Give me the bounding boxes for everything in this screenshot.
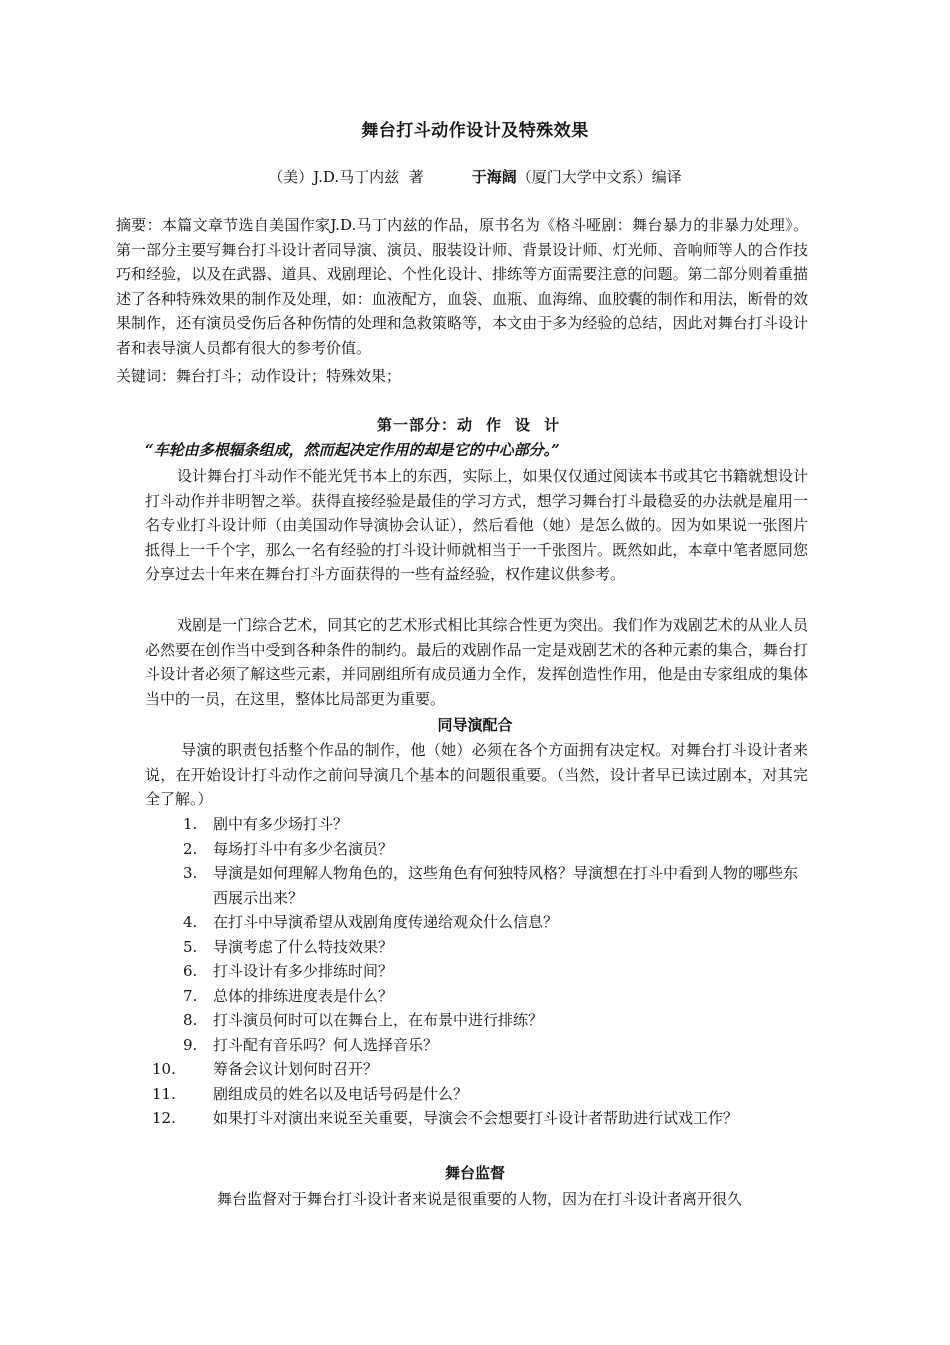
list-item-number: 5. [183, 937, 198, 956]
list-item-number: 3. [183, 864, 198, 882]
list-item: 10. 筹备会议计划何时召开？ [152, 1060, 379, 1078]
list-item-number: 7. [183, 986, 198, 1005]
document-title: 舞台打斗动作设计及特殊效果 [361, 121, 589, 141]
director-section-intro: 导演的职责包括整个作品的制作，他（她）必须在各个方面拥有决定权。对舞台打斗设计者来说，在开始设计打斗动作之前问导演几个基本的问题很重要。（当然，设计者早已读过剧本，对其完全了解。） [145, 741, 808, 808]
stage-manager-heading: 舞台监督 [444, 1164, 505, 1182]
translator-name: 于海阔 [471, 168, 517, 186]
abstract: 摘要：本篇文章节选自美国作家J.D.马丁内兹的作品，原书名为《格斗哑剧：舞台暴力的非暴力处理》。第一部分主要写舞台打斗设计者同导演、演员、服装设计师、背景设计师、灯光师、音响师等人的合作技巧和经验，以及在武器、道具、戏剧理论、个性化设计、排练等方面需要注意的问题。第二部分则着重描述了各种特殊效果的制作及处理，如：血液配方，血袋、血瓶、血海绵、血胶囊的制作和用法，断骨的效果制作，还有演员受伤后各种伤情的处理和急救策略等，本文由于多为经验的总结，因此对舞台打斗设计者和表导演人员都有很大的参考价值。 [116, 216, 808, 357]
epigraph-quote: “车轮由多根辐条组成，然而起决定作用的却是它的中心部分。” [145, 441, 560, 459]
director-section-heading: 同导演配合 [437, 716, 513, 734]
stage-manager-intro: 舞台监督对于舞台打斗设计者来说是很重要的人物，因为在打斗设计者离开很久 [217, 1190, 743, 1208]
keywords: 关键词：舞台打斗；动作设计；特殊效果； [116, 367, 402, 385]
list-item-text: 打斗配有音乐吗？何人选择音乐？ [213, 1035, 439, 1054]
translator-affiliation: （厦门大学中文系）编译 [516, 168, 682, 186]
list-item-text: 如果打斗对演出来说至关重要，导演会不会想要打斗设计者帮助进行试戏工作？ [213, 1109, 739, 1127]
part1-heading-main: 动作设计 [457, 416, 574, 434]
list-item [145, 984, 808, 1009]
list-item [145, 959, 808, 984]
list-item-text: 导演考虑了什么特技效果？ [213, 937, 394, 956]
paragraph-1: 设计舞台打斗动作不能光凭书本上的东西，实际上，如果仅仅通过阅读本书或其它书籍就想设计打斗动作并非明智之举。获得直接经验是最佳的学习方式，想学习舞台打斗最稳妥的办法就是雇用一名专业打斗设计师（由美国动作导演协会认证），然后看他（她）是怎么做的。因为如果说一张图片抵得上一千个字，那么一名有经验的打斗设计师就相当于一千张图片。既然如此，本章中笔者愿同您分享过去十年来在舞台打斗方面获得的一些有益经验，权作建议供参考。 [145, 467, 808, 583]
list-item-text: 每场打斗中有多少名演员？ [213, 839, 394, 858]
byline [0, 166, 950, 187]
list-item-number: 2. [183, 839, 198, 858]
part1-heading-prefix: 第一部分： [376, 416, 457, 434]
list-item-text: 在打斗中导演希望从戏剧角度传递给观众什么信息？ [213, 913, 559, 931]
list-item-number: 1. [183, 815, 198, 833]
author-credit: （美）J.D.马丁内兹 著 [268, 168, 424, 186]
list-item [145, 812, 808, 837]
list-item [145, 861, 808, 910]
list-item-number: 4. [183, 913, 198, 931]
list-item: 12. 如果打斗对演出来说至关重要，导演会不会想要打斗设计者帮助进行试戏工作？ [152, 1109, 739, 1127]
list-item-number: 8. [183, 1011, 198, 1029]
part1-heading [0, 414, 950, 435]
list-item-text: 剧组成员的姓名以及电话号码是什么？ [213, 1084, 469, 1103]
director-questions-list [145, 812, 808, 1131]
list-item-number: 6. [183, 962, 198, 980]
list-item-text: 剧中有多少场打斗？ [213, 815, 349, 833]
list-item-text: 导演是如何理解人物角色的，这些角色有何独特风格？导演想在打斗中看到人物的哪些东西展示出来？ [213, 864, 799, 907]
list-item [145, 1008, 808, 1033]
list-item [145, 935, 808, 960]
list-item [145, 1033, 808, 1058]
list-item-text: 打斗设计有多少排练时间？ [213, 962, 394, 980]
list-item-text: 总体的排练进度表是什么？ [213, 986, 394, 1005]
list-item: 11. 剧组成员的姓名以及电话号码是什么？ [152, 1084, 469, 1103]
list-item-text: 筹备会议计划何时召开？ [213, 1060, 379, 1078]
list-item-number: 9. [183, 1035, 198, 1054]
list-item [145, 910, 808, 935]
paragraph-2: 戏剧是一门综合艺术，同其它的艺术形式相比其综合性更为突出。我们作为戏剧艺术的从业人员必然要在创作当中受到各种条件的制约。最后的戏剧作品一定是戏剧艺术的各种元素的集合，舞台打斗设计者必须了解这些元素，并同剧组所有成员通力全作，发挥创造性作用，他是由专家组成的集体当中的一员，在这里，整体比局部更为重要。 [145, 616, 808, 708]
list-item-text: 打斗演员何时可以在舞台上，在布景中进行排练？ [213, 1011, 544, 1029]
list-item [145, 837, 808, 862]
